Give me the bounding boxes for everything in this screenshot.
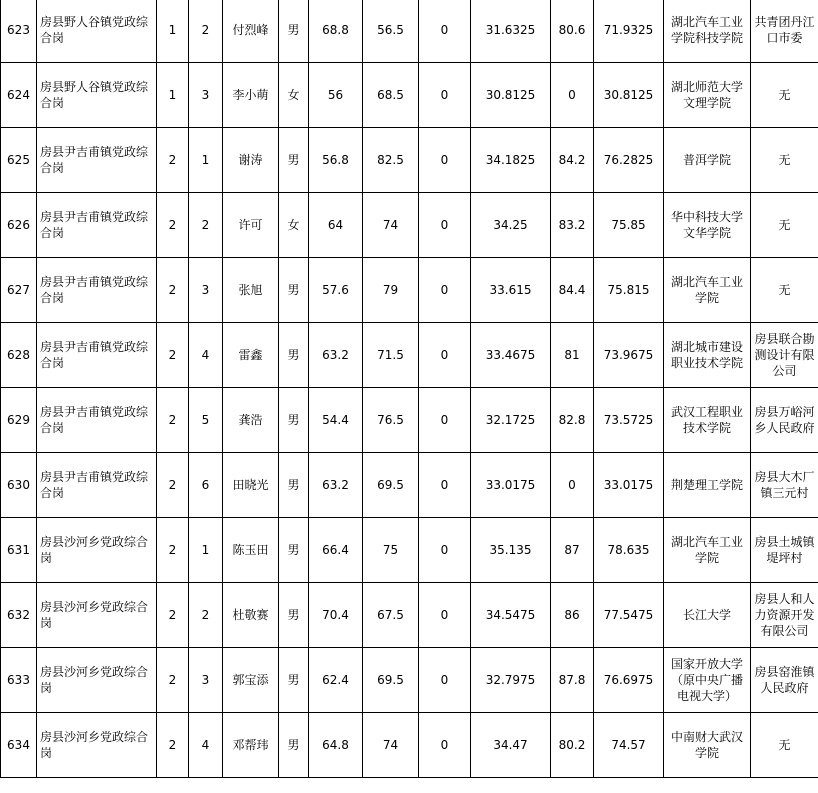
bonus-score-cell: 0 — [419, 518, 471, 583]
bonus-score-cell: 0 — [419, 388, 471, 453]
rank-cell: 5 — [189, 388, 223, 453]
gender-cell: 男 — [279, 453, 309, 518]
gender-cell: 女 — [279, 63, 309, 128]
written-score-cell: 56 — [309, 63, 363, 128]
total-score-cell: 33.0175 — [594, 453, 664, 518]
written-score-cell: 68.8 — [309, 0, 363, 63]
table-row — [1, 128, 818, 193]
position-cell: 房县尹吉甫镇党政综合岗 — [37, 453, 157, 518]
weighted-score-cell: 33.0175 — [471, 453, 551, 518]
bonus-score-cell: 0 — [419, 0, 471, 63]
total-score-cell: 73.5725 — [594, 388, 664, 453]
row-number-cell: 625 — [1, 128, 37, 193]
interview-score-cell: 74 — [363, 193, 419, 258]
written-score-cell: 56.8 — [309, 128, 363, 193]
bonus-score-cell: 0 — [419, 453, 471, 518]
bonus-score-cell: 0 — [419, 128, 471, 193]
workplace-cell: 无 — [751, 63, 818, 128]
name-cell: 许可 — [223, 193, 279, 258]
school-cell: 中南财大武汉学院 — [664, 713, 751, 778]
total-score-cell: 75.815 — [594, 258, 664, 323]
row-number-cell: 623 — [1, 0, 37, 63]
name-cell: 龚浩 — [223, 388, 279, 453]
gender-cell: 男 — [279, 323, 309, 388]
weighted-score-cell: 34.25 — [471, 193, 551, 258]
name-cell: 杜敬赛 — [223, 583, 279, 648]
weighted-score-cell: 32.1725 — [471, 388, 551, 453]
position-cell: 房县尹吉甫镇党政综合岗 — [37, 323, 157, 388]
gender-cell: 女 — [279, 193, 309, 258]
interview-score-cell: 56.5 — [363, 0, 419, 63]
workplace-cell: 无 — [751, 193, 818, 258]
workplace-cell: 房县人和人力资源开发有限公司 — [751, 583, 818, 648]
written-score-cell: 70.4 — [309, 583, 363, 648]
name-cell: 田晓光 — [223, 453, 279, 518]
row-number-cell: 627 — [1, 258, 37, 323]
row-number-cell: 632 — [1, 583, 37, 648]
workplace-cell: 房县联合勘测设计有限公司 — [751, 323, 818, 388]
total-score-cell: 30.8125 — [594, 63, 664, 128]
rank-cell: 1 — [189, 518, 223, 583]
table-row — [1, 63, 818, 128]
workplace-cell: 房县大木厂镇三元村 — [751, 453, 818, 518]
bonus-score-cell: 0 — [419, 648, 471, 713]
school-cell: 湖北汽车工业学院 — [664, 518, 751, 583]
written-score-cell: 54.4 — [309, 388, 363, 453]
interview-score-cell: 69.5 — [363, 453, 419, 518]
written-score-cell: 64 — [309, 193, 363, 258]
hire-count-cell: 2 — [157, 388, 189, 453]
table-row — [1, 258, 818, 323]
hire-count-cell: 1 — [157, 0, 189, 63]
position-cell: 房县沙河乡党政综合岗 — [37, 648, 157, 713]
interview-score-cell: 75 — [363, 518, 419, 583]
hire-count-cell: 2 — [157, 193, 189, 258]
name-cell: 雷鑫 — [223, 323, 279, 388]
weighted-score-cell: 34.1825 — [471, 128, 551, 193]
assessment-score-cell: 80.2 — [551, 713, 594, 778]
school-cell: 华中科技大学文华学院 — [664, 193, 751, 258]
name-cell: 李小萌 — [223, 63, 279, 128]
hire-count-cell: 2 — [157, 453, 189, 518]
row-number-cell: 626 — [1, 193, 37, 258]
table-row — [1, 453, 818, 518]
rank-cell: 3 — [189, 648, 223, 713]
position-cell: 房县沙河乡党政综合岗 — [37, 583, 157, 648]
weighted-score-cell: 32.7975 — [471, 648, 551, 713]
school-cell: 湖北汽车工业学院 — [664, 258, 751, 323]
school-cell: 湖北汽车工业学院科技学院 — [664, 0, 751, 63]
assessment-score-cell: 81 — [551, 323, 594, 388]
name-cell: 陈玉田 — [223, 518, 279, 583]
school-cell: 湖北师范大学文理学院 — [664, 63, 751, 128]
gender-cell: 男 — [279, 518, 309, 583]
name-cell: 谢涛 — [223, 128, 279, 193]
hire-count-cell: 2 — [157, 128, 189, 193]
table-row — [1, 648, 818, 713]
workplace-cell: 无 — [751, 258, 818, 323]
rank-cell: 3 — [189, 258, 223, 323]
table-row — [1, 323, 818, 388]
assessment-score-cell: 83.2 — [551, 193, 594, 258]
hire-count-cell: 2 — [157, 518, 189, 583]
gender-cell: 男 — [279, 713, 309, 778]
weighted-score-cell: 34.47 — [471, 713, 551, 778]
weighted-score-cell: 30.8125 — [471, 63, 551, 128]
row-number-cell: 629 — [1, 388, 37, 453]
assessment-score-cell: 84.2 — [551, 128, 594, 193]
assessment-score-cell: 87 — [551, 518, 594, 583]
interview-score-cell: 68.5 — [363, 63, 419, 128]
interview-score-cell: 69.5 — [363, 648, 419, 713]
school-cell: 荆楚理工学院 — [664, 453, 751, 518]
position-cell: 房县尹吉甫镇党政综合岗 — [37, 193, 157, 258]
row-number-cell: 633 — [1, 648, 37, 713]
table-row — [1, 518, 818, 583]
weighted-score-cell: 34.5475 — [471, 583, 551, 648]
row-number-cell: 630 — [1, 453, 37, 518]
rank-cell: 2 — [189, 0, 223, 63]
written-score-cell: 63.2 — [309, 453, 363, 518]
hire-count-cell: 2 — [157, 648, 189, 713]
total-score-cell: 71.9325 — [594, 0, 664, 63]
table-row — [1, 193, 818, 258]
gender-cell: 男 — [279, 648, 309, 713]
written-score-cell: 57.6 — [309, 258, 363, 323]
hire-count-cell: 1 — [157, 63, 189, 128]
rank-cell: 4 — [189, 713, 223, 778]
position-cell: 房县尹吉甫镇党政综合岗 — [37, 388, 157, 453]
written-score-cell: 62.4 — [309, 648, 363, 713]
interview-score-cell: 74 — [363, 713, 419, 778]
gender-cell: 男 — [279, 583, 309, 648]
position-cell: 房县沙河乡党政综合岗 — [37, 518, 157, 583]
weighted-score-cell: 35.135 — [471, 518, 551, 583]
school-cell: 长江大学 — [664, 583, 751, 648]
name-cell: 张旭 — [223, 258, 279, 323]
table-row — [1, 388, 818, 453]
school-cell: 普洱学院 — [664, 128, 751, 193]
total-score-cell: 74.57 — [594, 713, 664, 778]
rank-cell: 2 — [189, 193, 223, 258]
written-score-cell: 64.8 — [309, 713, 363, 778]
workplace-cell: 房县万峪河乡人民政府 — [751, 388, 818, 453]
position-cell: 房县尹吉甫镇党政综合岗 — [37, 128, 157, 193]
rank-cell: 6 — [189, 453, 223, 518]
bonus-score-cell: 0 — [419, 258, 471, 323]
workplace-cell: 无 — [751, 128, 818, 193]
assessment-score-cell: 86 — [551, 583, 594, 648]
position-cell: 房县尹吉甫镇党政综合岗 — [37, 258, 157, 323]
total-score-cell: 73.9675 — [594, 323, 664, 388]
hire-count-cell: 2 — [157, 258, 189, 323]
row-number-cell: 628 — [1, 323, 37, 388]
position-cell: 房县野人谷镇党政综合岗 — [37, 0, 157, 63]
interview-score-cell: 67.5 — [363, 583, 419, 648]
name-cell: 邓帮玮 — [223, 713, 279, 778]
bonus-score-cell: 0 — [419, 583, 471, 648]
bonus-score-cell: 0 — [419, 193, 471, 258]
weighted-score-cell: 31.6325 — [471, 0, 551, 63]
assessment-score-cell: 0 — [551, 453, 594, 518]
gender-cell: 男 — [279, 0, 309, 63]
rank-cell: 1 — [189, 128, 223, 193]
row-number-cell: 624 — [1, 63, 37, 128]
interview-score-cell: 71.5 — [363, 323, 419, 388]
workplace-cell: 共青团丹江口市委 — [751, 0, 818, 63]
total-score-cell: 76.2825 — [594, 128, 664, 193]
assessment-score-cell: 0 — [551, 63, 594, 128]
total-score-cell: 77.5475 — [594, 583, 664, 648]
rank-cell: 4 — [189, 323, 223, 388]
interview-score-cell: 79 — [363, 258, 419, 323]
bonus-score-cell: 0 — [419, 63, 471, 128]
weighted-score-cell: 33.4675 — [471, 323, 551, 388]
total-score-cell: 75.85 — [594, 193, 664, 258]
assessment-score-cell: 84.4 — [551, 258, 594, 323]
assessment-score-cell: 87.8 — [551, 648, 594, 713]
bonus-score-cell: 0 — [419, 713, 471, 778]
position-cell: 房县野人谷镇党政综合岗 — [37, 63, 157, 128]
written-score-cell: 66.4 — [309, 518, 363, 583]
workplace-cell: 房县窑淮镇人民政府 — [751, 648, 818, 713]
table-row — [1, 713, 818, 778]
name-cell: 付烈峰 — [223, 0, 279, 63]
total-score-cell: 76.6975 — [594, 648, 664, 713]
gender-cell: 男 — [279, 128, 309, 193]
bonus-score-cell: 0 — [419, 323, 471, 388]
written-score-cell: 63.2 — [309, 323, 363, 388]
assessment-score-cell: 82.8 — [551, 388, 594, 453]
school-cell: 国家开放大学（原中央广播电视大学） — [664, 648, 751, 713]
rank-cell: 2 — [189, 583, 223, 648]
hire-count-cell: 2 — [157, 323, 189, 388]
gender-cell: 男 — [279, 388, 309, 453]
assessment-score-cell: 80.6 — [551, 0, 594, 63]
workplace-cell: 无 — [751, 713, 818, 778]
row-number-cell: 634 — [1, 713, 37, 778]
weighted-score-cell: 33.615 — [471, 258, 551, 323]
row-number-cell: 631 — [1, 518, 37, 583]
school-cell: 武汉工程职业技术学院 — [664, 388, 751, 453]
gender-cell: 男 — [279, 258, 309, 323]
rank-cell: 3 — [189, 63, 223, 128]
table-row — [1, 583, 818, 648]
interview-score-cell: 76.5 — [363, 388, 419, 453]
school-cell: 湖北城市建设职业技术学院 — [664, 323, 751, 388]
interview-score-cell: 82.5 — [363, 128, 419, 193]
table-body — [1, 0, 818, 778]
table-row — [1, 0, 818, 63]
hire-count-cell: 2 — [157, 583, 189, 648]
name-cell: 郭宝添 — [223, 648, 279, 713]
workplace-cell: 房县土城镇堤坪村 — [751, 518, 818, 583]
hire-count-cell: 2 — [157, 713, 189, 778]
total-score-cell: 78.635 — [594, 518, 664, 583]
position-cell: 房县沙河乡党政综合岗 — [37, 713, 157, 778]
